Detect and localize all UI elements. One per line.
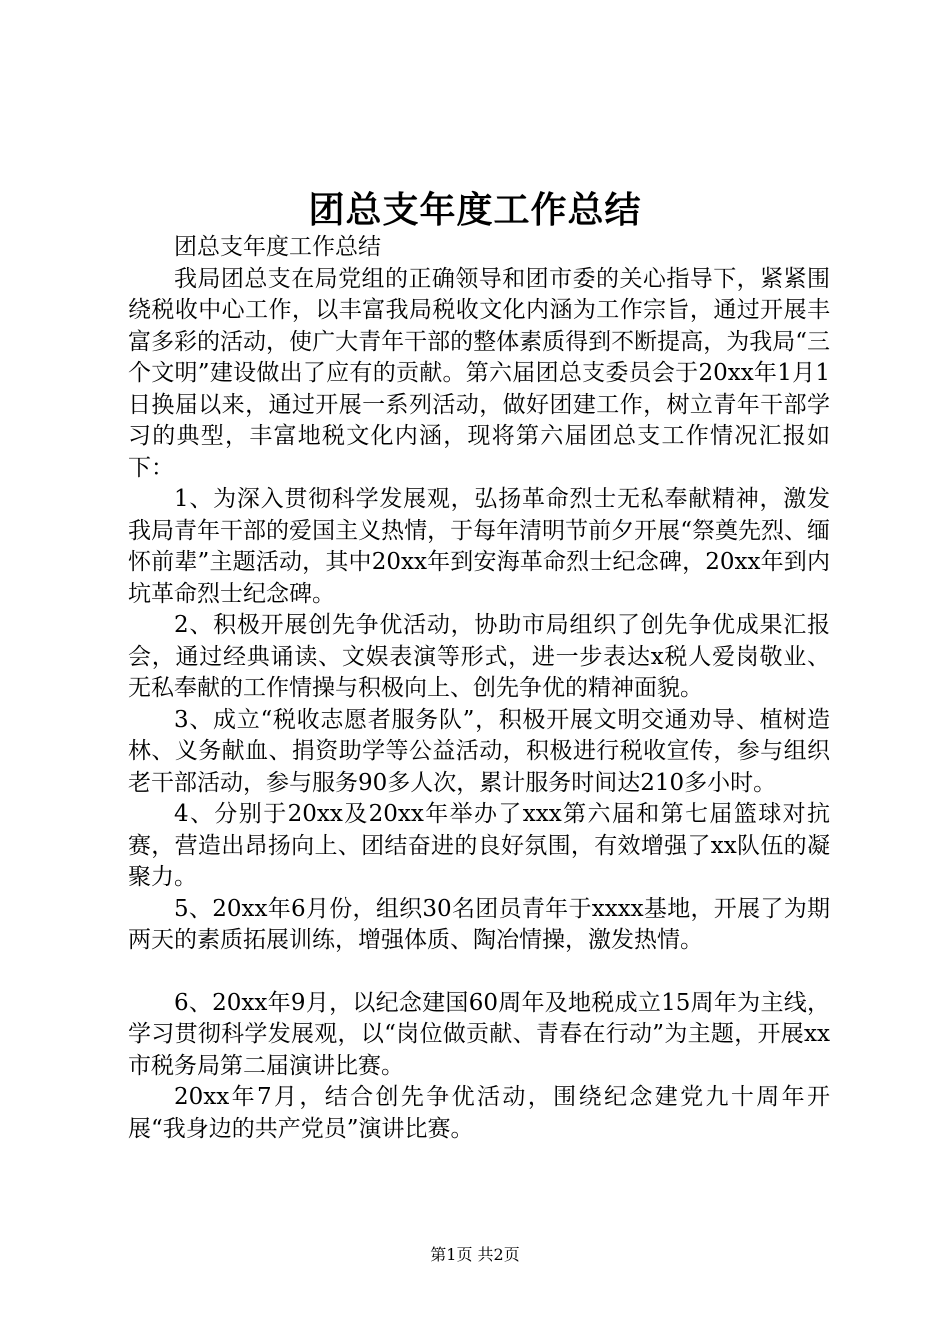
paragraph-item-2: 2、积极开展创先争优活动，协助市局组织了创先争优成果汇报会，通过经典诵读、文娱表演等形式，进一步表达x税人爱岗敬业、无私奉献的工作情操与积极向上、创先争优的精神面貌。 (128, 612, 830, 701)
paragraph-intro: 我局团总支在局党组的正确领导和团市委的关心指导下，紧紧围绕税收中心工作，以丰富我局税收文化内涵为工作宗旨，通过开展丰富多彩的活动，使广大青年干部的整体素质得到不断提高，为我局“三个文明”建设做出了应有的贡献。第六届团总支委员会于20xx年1月1日换届以来，通过开展一系列活动，做好团建工作，树立青年干部学习的典型，丰富地税文化内涵，现将第六届团总支工作情况汇报如下： (128, 265, 830, 481)
paragraph-item-7: 20xx年7月，结合创先争优活动，围绕纪念建党九十周年开展“我身边的共产党员”演讲比赛。 (128, 1084, 830, 1142)
paragraph-item-1: 1、为深入贯彻科学发展观，弘扬革命烈士无私奉献精神，激发我局青年干部的爱国主义热情，于每年清明节前夕开展“祭奠先烈、缅怀前辈”主题活动，其中20xx年到安海革命烈士纪念碑，20xx年到内坑革命烈士纪念碑。 (128, 486, 830, 607)
page-footer: 第1页 共2页 (430, 1245, 520, 1264)
paragraph-item-3: 3、成立“税收志愿者服务队”，积极开展文明交通劝导、植树造林、义务献血、捐资助学等公益活动，积极进行税收宣传，参与组织老干部活动，参与服务90多人次，累计服务时间达210多小时。 (128, 706, 830, 796)
document-body (128, 232, 830, 1145)
paragraph-item-6: 6、20xx年9月，以纪念建国60周年及地税成立15周年为主线，学习贯彻科学发展观，以“岗位做贡献、青春在行动”为主题，开展xx市税务局第二届演讲比赛。 (128, 989, 830, 1079)
paragraph-item-4: 4、分别于20xx及20xx年举办了xxx第六届和第七届篮球对抗赛，营造出昂扬向上、团结奋进的良好氛围，有效增强了xx队伍的凝聚力。 (128, 801, 830, 890)
paragraph-subtitle: 团总支年度工作总结 (174, 234, 381, 260)
paragraph-item-5: 5、20xx年6月份，组织30名团员青年于xxxx基地，开展了为期两天的素质拓展训练，增强体质、陶冶情操，激发热情。 (128, 895, 830, 953)
page-title: 团总支年度工作总结 (308, 189, 642, 231)
